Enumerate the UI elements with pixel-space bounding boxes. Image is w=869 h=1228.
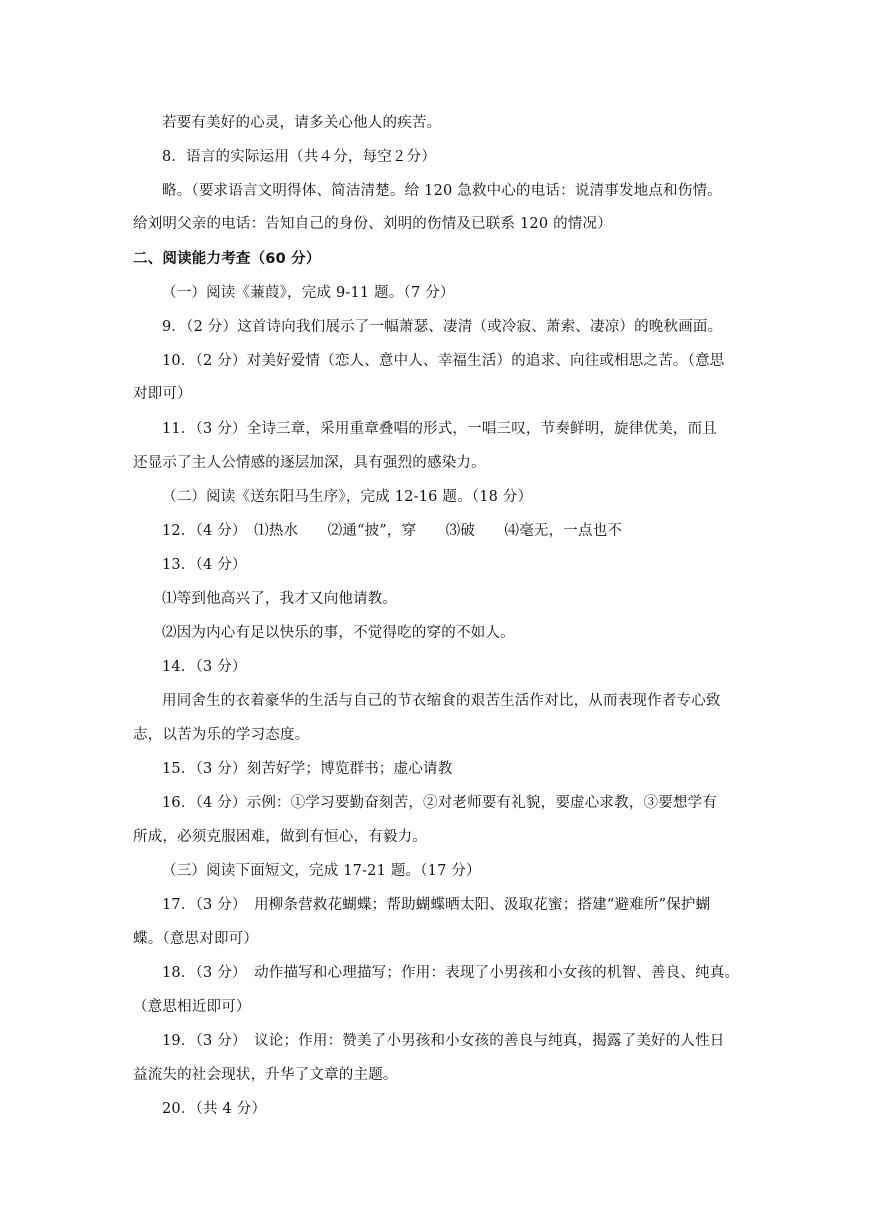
text-line: 略。（要求语言文明得体、简洁清楚。给 120 急救中心的电话：说清事发地点和伤情。 — [162, 183, 722, 199]
text-line: 还显示了主人公情感的逐层加深，具有强烈的感染力。 — [133, 455, 486, 471]
text-line: 18．（3 分） 动作描写和心理描写；作用：表现了小男孩和小女孩的机智、善良、纯真。 — [162, 965, 740, 981]
text-line: （意思相近即可） — [133, 999, 251, 1015]
text-line: 20．（共 4 分） — [162, 1101, 267, 1117]
text-line: 益流失的社会现状，升华了文章的主题。 — [133, 1067, 398, 1083]
text-line: 8．语言的实际运用（共４分，每空２分） — [162, 149, 437, 165]
text-line: 若要有美好的心灵，请多关心他人的疾苦。 — [162, 115, 442, 131]
text-line: （二）阅读《送东阳马生序》，完成 12-16 题。（18 分） — [162, 489, 533, 505]
text-line: 对即可） — [133, 386, 192, 402]
text-line: （一）阅读《蒹葭》，完成 9-11 题。（7 分） — [162, 285, 455, 301]
text-line: 13．（4 分） — [162, 557, 247, 573]
text-line: ⑴等到他高兴了，我才又向他请教。 — [162, 591, 398, 607]
text-line: 16．（4 分）示例：①学习要勤奋刻苦，②对老师要有礼貌，要虚心求教，③要想学有 — [162, 795, 718, 811]
text-line: 10．（2 分）对美好爱情（恋人、意中人、幸福生活）的追求、向往或相思之苦。（意思 — [162, 353, 725, 369]
text-line: ⑵因为内心有足以快乐的事，不觉得吃的穿的不如人。 — [162, 625, 515, 641]
text-line: 9．（2 分）这首诗向我们展示了一幅萧瑟、凄清（或冷寂、萧索、凄凉）的晚秋画面。 — [162, 319, 723, 335]
text-line: 所成，必须克服困难，做到有恒心，有毅力。 — [133, 829, 427, 845]
text-line: 12．（4 分） ⑴热水 ⑵通“披”，穿 ⑶破 ⑷毫无，一点也不 — [162, 523, 623, 539]
text-line: 志，以苦为乐的学习态度。 — [133, 727, 310, 743]
text-line: 14．（3 分） — [162, 659, 247, 675]
text-line: 11．（3 分）全诗三章，采用重章叠唱的形式，一唱三叹，节奏鲜明，旋律优美，而且 — [162, 421, 718, 437]
text-line: 19．（3 分） 议论；作用：赞美了小男孩和小女孩的善良与纯真，揭露了美好的人性日 — [162, 1033, 725, 1049]
text-line: 15．（3 分）刻苦好学；博览群书；虚心请教 — [162, 761, 453, 777]
text-line: 蝶。（意思对即可） — [133, 931, 259, 947]
text-line: 用同舍生的衣着豪华的生活与自己的节衣缩食的艰苦生活作对比，从而表现作者专心致 — [162, 693, 721, 709]
text-line: 给刘明父亲的电话：告知自己的身份、刘明的伤情及已联系 120 的情况） — [133, 216, 612, 232]
section-heading: 二、阅读能力考查（60 分） — [133, 251, 321, 267]
text-line: 17．（3 分） 用柳条营救花蝴蝶；帮助蝴蝶晒太阳、汲取花蜜；搭建“避难所”保护蝴 — [162, 897, 711, 913]
text-line: （三）阅读下面短文，完成 17-21 题。（17 分） — [162, 863, 481, 879]
